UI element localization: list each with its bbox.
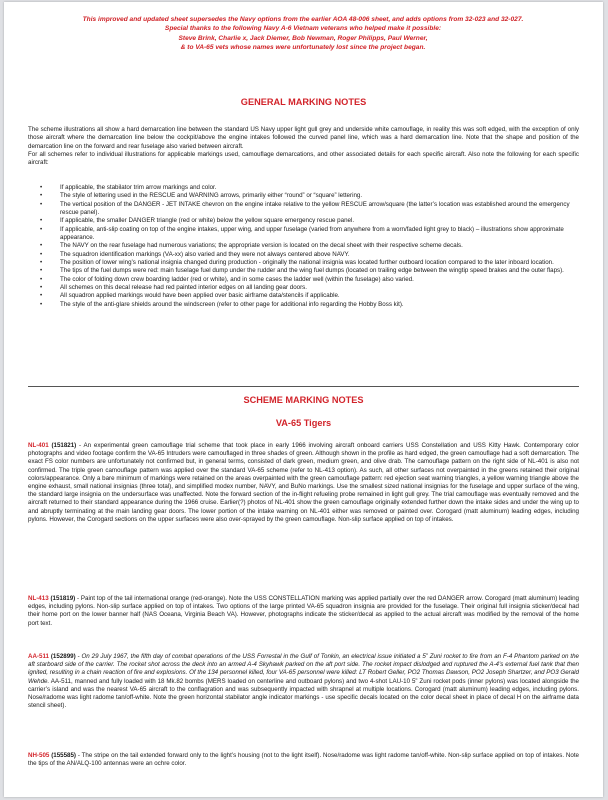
scheme-id: NL-413 (28, 595, 49, 602)
scheme-entry-aa511 (28, 653, 579, 710)
scheme-serial: (155585) (51, 752, 76, 759)
general-note-text: If applicable, the stabilator trim arrow markings and color. (60, 184, 217, 191)
scheme-entry-nh505 (28, 752, 579, 768)
bullet-icon: • (40, 267, 43, 275)
squadron-title: VA-65 Tigers (275, 418, 332, 428)
bullet-icon: • (40, 184, 43, 191)
scheme-text: - Paint top of the tail international orange (red-orange). Note the USS CONSTELLATION marking was applied partially over the red DANGER arrow. Corogard (matt aluminum) leading edges, including pylons. Non-slip surface applied on top of intakes. Two options of the large printed VA-65 squadron insignia are provided for the fuselage. Their original full insignia sticker/decal had their home port on the lower banner half (NAS Oceana, Virginia Beach VA). However, photographs indicate the sticker/decal as applied to the actual aircraft was modified by the removal of the home port text. (28, 595, 579, 627)
general-notes-intro (28, 126, 579, 168)
bullet-icon: • (40, 284, 43, 292)
general-note-text: The position of lower wing’s national insignia changed during production - originally the national insignia was located further outboard location compared to the later inboard location. (60, 259, 554, 267)
general-notes-title: GENERAL MARKING NOTES (240, 97, 367, 107)
marking-notes-sheet (4, 2, 603, 797)
general-paragraph: The scheme illustrations all show a hard demarcation line between the standard US Navy upper light gull grey and underside white camouflage, in reality this was soft edged, with the exception of only those aircraft where the demarcation line below the cockpit/above the engine intakes followed the curved panel line, which was a hard demarcation line. Note that the shape and position of the demarcation line on the forward and rear fuselage also varied between aircraft. (28, 126, 579, 150)
general-note-text: The style of lettering used in the RESCUE and WARNING arrows, primarily either “round” or “square” lettering. (60, 192, 363, 200)
bullet-icon: • (40, 217, 43, 225)
general-paragraph: For all schemes refer to individual illustrations for applicable markings used, camouflage demarcations, and other associated details for each specific aircraft. Also note the following for each specific aircraft: (28, 151, 579, 167)
scheme-text: - An experimental green camouflage trial scheme that took place in early 1966 involving aircraft onboard carriers USS Constellation and USS Kitty Hawk. Contemporary color photographs and video footage confirm the VA-65 Intruders were camouflaged in three shades of green. Although shown in the profile as hard edged, the green camouflage had a soft demarcation. The exact FS color numbers are unfortunately not confirmed but, in general terms, consisted of dark green, medium green, and olive drab. The camouflage pattern on the right side of NL-401 is also not confirmed. The triple green camouflage pattern was applied over the standard VA-65 scheme (refer to NL-413 option). As such, all other surfaces not overpainted in the greens retained their original colors/appearance. Only a bare minimum of markings were retained on the areas overpainted with the green camouflage pattern: red ejection seat warning triangles, a yellow warning triangle above the engine exhaust, small national insignias (three total), and simplified modex number, NAVY, and BuNo markings. Use the smallest sized national insignias for the fuselage and upper surface of the wing, the standard large insignia on the undersurface was unaffected. Note the forward section of the in-flight refueling probe remained in light gull grey. The trial camouflage was eventually removed and the aircraft returned to their standard appearance during the 1966 cruise. Earlier(?) photos of NL-401 show the green camouflage originally extended further down the intake sides and under the wing up to and abruptly terminating at the main landing gear doors. The lower portion of the intake warning on NL-401 either was removed or painted over. Corogard (matt aluminum) leading edges, including pylons. However, the Corogard sections on the upper surfaces were also over-sprayed by the green camouflage. Non-slip surface applied on top of intakes. (28, 442, 579, 523)
general-note-item (28, 251, 579, 259)
general-note-item (28, 242, 579, 250)
general-note-text: The NAVY on the rear fuselage had numerous variations; the appropriate version is located on the decal sheet with their respective scheme decals. (60, 242, 463, 250)
bullet-icon: • (40, 275, 43, 283)
intro-line: Special thanks to the following Navy A-6 Vietnam veterans who helped make it possible: (164, 25, 442, 33)
bullet-icon: • (40, 242, 43, 250)
general-note-item (28, 217, 579, 225)
general-note-text: If applicable, anti-slip coating on top of the engine intakes, upper wing, and upper fuselage (varied from anywhere from a worn/faded light grey to black) – illustrations show approximate appearance. (60, 225, 564, 242)
bullet-icon: • (40, 192, 43, 200)
general-note-item (28, 284, 579, 292)
scheme-text: AA-511, manned and fully loaded with 18 Mk.82 bombs (MERS loaded on centerline and outboard pylons) and two 4-shot LAU-10 5” Zuni rocket pods (inner pylons) was located alongside the carrier’s island and was the nearest VA-65 aircraft to the conflagration and was subsequently impacted with shrapnel at multiple locations. Corogard (matt aluminum) leading edges, including pylons. Nose/radome was light radome tan/off-white. Note the green horizontal stabilator angle indicator markings - use specific decals located on the color decal sheet in place of decal H on the airframe data stencil sheet). (28, 677, 579, 710)
bullet-icon: • (40, 300, 43, 308)
scheme-id: NL-401 (28, 442, 49, 449)
scheme-serial: (151821) (51, 442, 77, 449)
general-note-text: If applicable, the smaller DANGER triangle (red or white) below the yellow square emergency rescue panel. (60, 217, 355, 225)
scheme-serial: (152899) (50, 653, 76, 660)
general-note-text: All squadron applied markings would have been applied over basic airframe data/stencils if applicable. (60, 292, 340, 300)
section-divider (28, 386, 579, 387)
general-note-text: The vertical position of the DANGER - JET INTAKE chevron on the engine intake relative to the yellow RESCUE arrow/square (the latter’s location was established around the emergency rescue panel). (60, 200, 570, 217)
general-note-text: The squadron identification markings (VA-xx) also varied and they were not always centered above NAVY. (60, 250, 350, 258)
scheme-entry-nl401 (28, 442, 579, 524)
general-note-text: The color of folding down crew boarding ladder (red or white), and in some cases the ladder well (within the fuselage) also varied. (60, 275, 414, 283)
general-note-item (28, 226, 579, 243)
scheme-serial: (151819) (50, 595, 76, 602)
general-note-text: The style of the anti-glare shields around the windscreen (refer to other page for additional info regarding the Hobby Boss kit). (60, 300, 404, 308)
bullet-icon: • (40, 259, 43, 267)
scheme-notes-title: SCHEME MARKING NOTES (243, 395, 364, 405)
intro-line: Steve Brink, Charlie x, Jack Diemer, Bob Newman, Roger Philipps, Paul Werner, (178, 34, 428, 42)
general-notes-list (28, 184, 579, 309)
general-note-text: All schemes on this decal release had red painted interior edges on all landing gear doors. (60, 284, 307, 292)
general-note-item (28, 276, 579, 284)
general-note-text: The tips of the fuel dumps were red: main fuselage fuel dump under the rudder and the wing fuel dumps (located on trailing edge between the wingtip speed brakes and the outer flaps). (60, 267, 564, 275)
general-note-item (28, 267, 579, 275)
intro-notice (18, 15, 588, 53)
scheme-id: NH-505 (28, 752, 50, 759)
bullet-icon: • (40, 225, 43, 233)
intro-line: This improved and updated sheet supersedes the Navy options from the earlier AOA 48-006 sheet, and adds options from 32-023 and 32-027. (82, 16, 524, 23)
bullet-icon: • (40, 292, 43, 300)
bullet-icon: • (40, 250, 43, 258)
bullet-icon: • (40, 200, 43, 208)
general-note-item (28, 201, 579, 218)
general-note-item (28, 192, 579, 200)
scheme-entry-nl413 (28, 595, 579, 628)
general-note-item (28, 184, 579, 192)
scheme-text-italic: - On 29 July 1967, the fifth day of combat operations of the USS Forrestal in the Gulf of Tonkin, an electrical issue initiated a 5” Zuni rocket to fire from an F-4 Phantom parked on the aft starboard side of the carrier. The rocket shot across the deck into an armed A-4 Skyhawk parked on the aft port side. The rocket impact dislodged and ruptured the A-4’s external fuel tank that then ignited, resulting in a chain reaction of fire and explosions. Of the 134 personnel killed, four VA-65 personnel were killed: LT Robert Geller, PO2 Thomas Dawson, PO2 Joseph Shartzer, and PO3 Gerald Wehde. (28, 653, 579, 685)
scheme-id: AA-511 (28, 653, 49, 660)
general-note-item (28, 301, 579, 309)
scheme-text: - The stripe on the tail extended forward only to the light’s housing (not to the light itself). Nose/radome was light radome tan/off-white. Non-slip surface applied on top of intakes. Note the tips of the AN/ALQ-100 antennas were an ochre color. (28, 752, 579, 768)
intro-line: & to VA-65 vets whose names were unfortunately lost since the project began. (180, 44, 426, 52)
general-note-item (28, 292, 579, 300)
general-note-item (28, 259, 579, 267)
